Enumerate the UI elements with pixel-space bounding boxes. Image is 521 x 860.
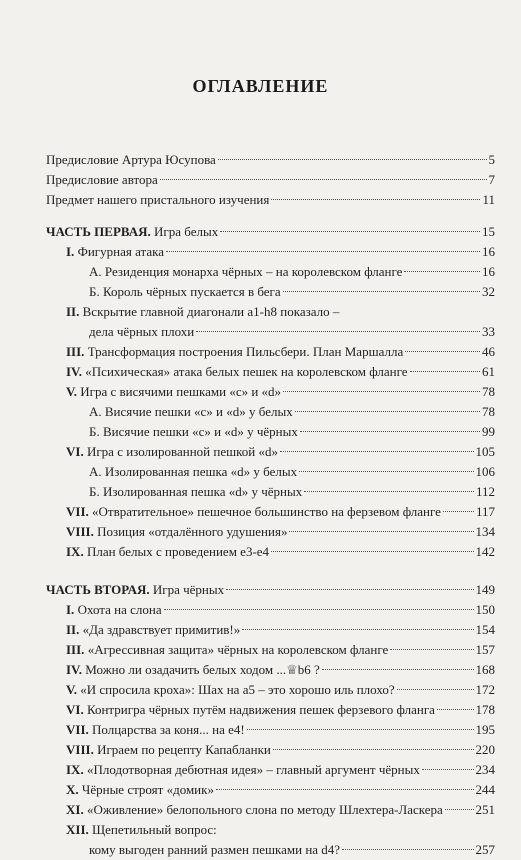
toc-entry [46, 780, 495, 800]
part-name: Игра белых [154, 224, 219, 239]
toc-entry [46, 442, 495, 462]
dot-leader [410, 371, 481, 372]
entry-title: «Агрессивная защита» чёрных на королевском фланге [87, 642, 389, 657]
chapter-number: VII. [66, 722, 89, 737]
page-number: 178 [475, 702, 495, 717]
page-number: 244 [475, 782, 495, 797]
page-number: 149 [475, 582, 495, 597]
page-number: 99 [482, 424, 495, 439]
chapter-number: IV. [66, 662, 83, 677]
entry-title: Чёрные строят «домик» [81, 782, 214, 797]
chapter-number: III. [66, 344, 85, 359]
dot-leader [299, 471, 473, 472]
dot-leader [216, 789, 474, 790]
page-number: 106 [475, 464, 495, 479]
part-label: ЧАСТЬ ПЕРВАЯ. [46, 224, 151, 239]
entry-title: Можно ли озадачить белых ходом ...♕b6 ? [85, 662, 320, 677]
dot-leader [218, 159, 487, 160]
dot-leader [271, 551, 473, 552]
chapter-number: V. [66, 384, 77, 399]
dot-leader [322, 669, 474, 670]
chapter-number: VII. [66, 504, 89, 519]
entry-title: Щепетильный вопрос: [92, 822, 217, 837]
page-number: 33 [482, 324, 495, 339]
chapter-number: VIII. [66, 742, 94, 757]
page-number: 78 [482, 384, 495, 399]
page-number: 150 [475, 602, 495, 617]
toc-entry [46, 740, 495, 760]
entry-title: Охота на слона [77, 602, 162, 617]
dot-leader [247, 729, 474, 730]
entry-title: Игра с изолированной пешкой «d» [86, 444, 278, 459]
page-number: 134 [475, 524, 495, 539]
chapter-number: V. [66, 682, 77, 697]
toc-entry [46, 150, 495, 170]
entry-title: «И спросила кроха»: Шах на a5 – это хорошо иль плохо? [80, 682, 395, 697]
toc-entry [46, 600, 495, 620]
entry-title: Трансформация построения Пильсбери. План Маршалла [87, 344, 404, 359]
toc-entry [46, 820, 495, 840]
toc-entry [46, 262, 495, 282]
toc-entry [46, 362, 495, 382]
entry-title: А. Резиденция монарха чёрных – на королевском фланге [89, 264, 403, 279]
page-number: 7 [488, 172, 495, 187]
toc-entry [46, 402, 495, 422]
chapter-number: XII. [66, 822, 89, 837]
entry-title: Вскрытие главной диагонали a1-h8 показало – [82, 304, 340, 319]
dot-leader [304, 491, 474, 492]
page-number: 16 [482, 244, 495, 259]
dot-leader [300, 431, 480, 432]
page-number: 257 [475, 842, 495, 857]
toc-entry [46, 620, 495, 640]
dot-leader [196, 331, 480, 332]
toc-entry [46, 640, 495, 660]
dot-leader [273, 749, 474, 750]
chapter-number: I. [66, 602, 75, 617]
toc-entry [46, 720, 495, 740]
page-number: 11 [482, 192, 495, 207]
page-number: 46 [482, 344, 495, 359]
dot-leader [220, 231, 480, 232]
chapter-number: XI. [66, 802, 84, 817]
entry-title: «Плодотворная дебютная идея» – главный аргумент чёрных [86, 762, 420, 777]
page-number: 112 [475, 484, 495, 499]
page-number: 234 [475, 762, 495, 777]
dot-leader [164, 609, 474, 610]
toc-entry [46, 282, 495, 302]
toc-entry [46, 760, 495, 780]
toc-entry [46, 522, 495, 542]
dot-leader [445, 809, 474, 810]
dot-leader [342, 849, 473, 850]
entry-title: Полцарства за коня... на e4! [92, 722, 245, 737]
toc-entry [46, 462, 495, 482]
dot-leader [283, 391, 480, 392]
toc-entry [46, 680, 495, 700]
page-number: 15 [482, 224, 495, 239]
toc-entry [46, 700, 495, 720]
toc-entry [46, 502, 495, 522]
dot-leader [242, 629, 473, 630]
dot-leader [280, 451, 474, 452]
page-number: 157 [475, 642, 495, 657]
toc-entry [46, 302, 495, 322]
dot-leader [283, 291, 480, 292]
toc-entry [46, 542, 495, 562]
dot-leader [405, 351, 480, 352]
entry-title: Играем по рецепту Капабланки [97, 742, 271, 757]
entry-title: Б. Король чёрных пускается в бега [89, 284, 281, 299]
chapter-number: X. [66, 782, 79, 797]
dot-leader [271, 199, 480, 200]
entry-title: «Психическая» атака белых пешек на королевском фланге [85, 364, 408, 379]
part-name: Игра чёрных [152, 582, 225, 597]
entry-title: «Отвратительное» пешечное большинство на ферзевом фланге [92, 504, 441, 519]
table-of-contents [46, 150, 495, 860]
page-number: 220 [475, 742, 495, 757]
chapter-number: II. [66, 304, 80, 319]
chapter-number: II. [66, 622, 80, 637]
part-one-heading [46, 222, 495, 242]
page-title: ОГЛАВЛЕНИЕ [192, 76, 329, 96]
toc-entry [46, 422, 495, 442]
front-matter [46, 150, 495, 210]
dot-leader [160, 179, 487, 180]
toc-entry [46, 242, 495, 262]
toc-entry [46, 190, 495, 210]
page-number: 78 [482, 404, 495, 419]
dot-leader [437, 709, 474, 710]
toc-entry [46, 800, 495, 820]
dot-leader [166, 251, 480, 252]
dot-leader [397, 689, 474, 690]
toc-entry [46, 382, 495, 402]
part-two-heading [46, 580, 495, 600]
toc-entry [46, 840, 495, 860]
chapter-number: IX. [66, 762, 84, 777]
entry-title: Предисловие Артура Юсупова [46, 152, 216, 167]
page-number: 32 [482, 284, 495, 299]
entry-title: План белых с проведением e3-e4 [86, 544, 270, 559]
entry-title: А. Изолированная пешка «d» у белых [89, 464, 298, 479]
page-number: 195 [475, 722, 495, 737]
entry-title: Б. Изолированная пешка «d» у чёрных [89, 484, 303, 499]
entry-title: дела чёрных плохи [89, 324, 195, 339]
chapter-number: III. [66, 642, 85, 657]
entry-title: Фигурная атака [77, 244, 165, 259]
entry-title: «Да здравствует примитив!» [82, 622, 241, 637]
entry-title: А. Висячие пешки «c» и «d» у белых [89, 404, 293, 419]
page-number: 168 [475, 662, 495, 677]
dot-leader [390, 649, 473, 650]
dot-leader [226, 589, 473, 590]
toc-entry [46, 170, 495, 190]
toc-entry [46, 342, 495, 362]
entry-title: Позиция «отдалённого удушения» [97, 524, 288, 539]
dot-leader [289, 531, 473, 532]
chapter-number: IV. [66, 364, 83, 379]
dot-leader [422, 769, 474, 770]
page-number: 117 [475, 504, 495, 519]
chapter-number: IX. [66, 544, 84, 559]
toc-entry [46, 322, 495, 342]
entry-title: кому выгоден ранний размен пешками на d4? [89, 842, 341, 857]
chapter-number: VI. [66, 444, 84, 459]
part-label: ЧАСТЬ ВТОРАЯ. [46, 582, 150, 597]
entry-title: Б. Висячие пешки «c» и «d» у чёрных [89, 424, 298, 439]
page-number: 16 [482, 264, 495, 279]
part-two-items [46, 600, 495, 860]
entry-title: Предисловие автора [46, 172, 158, 187]
chapter-number: VIII. [66, 524, 94, 539]
dot-leader [295, 411, 480, 412]
entry-title: Игра с висячими пешками «c» и «d» [80, 384, 282, 399]
page-number: 172 [475, 682, 495, 697]
chapter-number: I. [66, 244, 75, 259]
page-number: 251 [475, 802, 495, 817]
page-number: 154 [475, 622, 495, 637]
page-number: 105 [475, 444, 495, 459]
entry-title: Предмет нашего пристального изучения [46, 192, 270, 207]
toc-entry [46, 660, 495, 680]
toc-entry [46, 482, 495, 502]
entry-title: «Оживление» белопольного слона по методу Шлехтера-Ласкера [86, 802, 443, 817]
part-one-items [46, 242, 495, 562]
entry-title: Контригра чёрных путём надвижения пешек ферзевого фланга [86, 702, 435, 717]
dot-leader [404, 271, 480, 272]
dot-leader [443, 511, 474, 512]
page-number: 61 [482, 364, 495, 379]
chapter-number: VI. [66, 702, 84, 717]
page-number: 142 [475, 544, 495, 559]
page-number: 5 [488, 152, 495, 167]
